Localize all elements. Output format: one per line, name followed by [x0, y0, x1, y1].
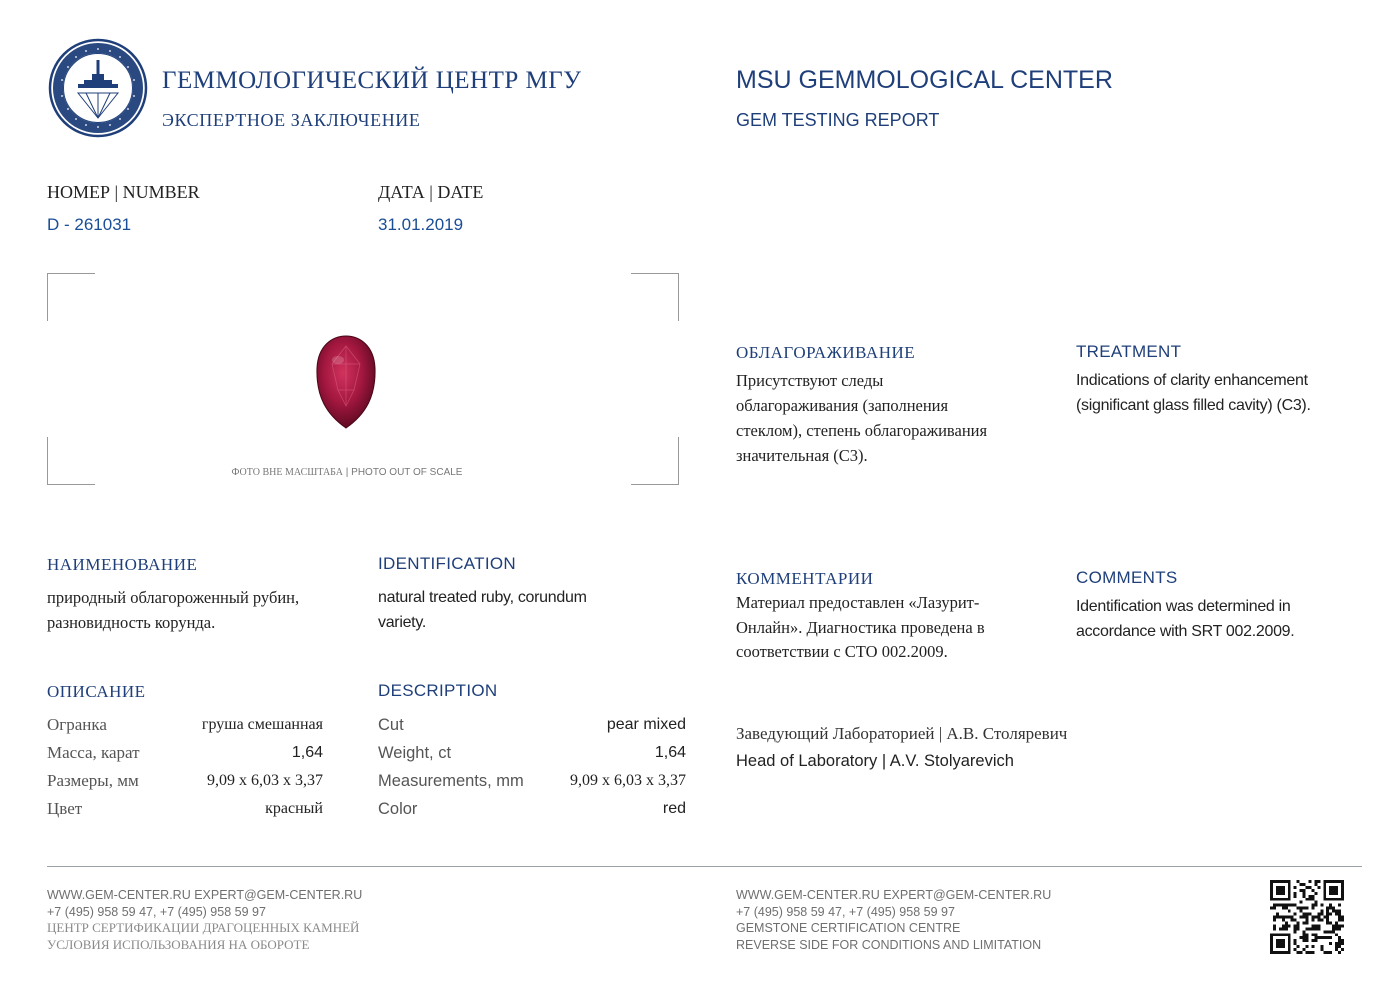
- photo-caption-ru: ФОТО ВНЕ МАСШТАБА: [231, 467, 343, 478]
- treatment-heading-ru: ОБЛАГОРАЖИВАНИЕ: [736, 343, 916, 362]
- footer-left-conditions: УСЛОВИЯ ИСПОЛЬЗОВАНИЯ НА ОБОРОТЕ: [47, 936, 310, 952]
- center-title-ru: ГЕММОЛОГИЧЕСКИЙ ЦЕНТР МГУ: [162, 67, 582, 94]
- footer-left-center: ЦЕНТР СЕРТИФИКАЦИИ ДРАГОЦЕННЫХ КАМНЕЙ: [47, 920, 360, 935]
- number-label: НОМЕР | NUMBER: [47, 182, 200, 202]
- description-row-en: [378, 711, 686, 739]
- center-title-en: MSU GEMMOLOGICAL CENTER: [736, 66, 1113, 94]
- date-label: ДАТА | DATE: [378, 182, 484, 202]
- description-row-en: [378, 795, 686, 823]
- footer-right: [736, 887, 1051, 953]
- footer-divider: [47, 866, 1362, 867]
- photo-caption: [0, 467, 694, 478]
- treatment-text-en: Indications of clarity enhancement (significant glass filled cavity) (C3).: [1076, 372, 1311, 414]
- footer-right-web: WWW.GEM-CENTER.RU EXPERT@GEM-CENTER.RU: [736, 888, 1052, 902]
- description-key: Measurements, mm: [378, 771, 524, 790]
- description-key: Масса, карат: [47, 743, 140, 762]
- description-heading-ru: ОПИСАНИЕ: [47, 682, 146, 701]
- photo-caption-en: PHOTO OUT OF SCALE: [351, 467, 463, 478]
- university-seal-icon: [48, 38, 148, 138]
- footer-left-phones: +7 (495) 958 59 47, +7 (495) 958 59 97: [47, 904, 266, 919]
- description-value: 1,64: [654, 744, 686, 761]
- identification-text-ru: природный облагороженный рубин, разновидность корунда.: [47, 588, 300, 632]
- description-row-ru: [47, 767, 323, 795]
- description-key: Цвет: [47, 799, 83, 818]
- comments-heading-ru: КОММЕНТАРИИ: [736, 569, 874, 588]
- photo-frame-corner-tr: [631, 273, 679, 321]
- treatment-text-ru: Присутствуют следы облагораживания (заполнения стеклом), степень облагораживания значительная (C3).: [736, 371, 988, 465]
- description-value: красный: [265, 800, 323, 817]
- report-date: 31.01.2019: [378, 215, 464, 234]
- description-key: Cut: [378, 715, 404, 734]
- description-row-ru: [47, 739, 323, 767]
- description-value: 1,64: [291, 744, 323, 761]
- qr-code-icon: [1270, 880, 1344, 954]
- identification-heading-en: IDENTIFICATION: [378, 554, 516, 573]
- signature-line-en: Head of Laboratory | A.V. Stolyarevich: [736, 752, 1014, 770]
- description-key: Color: [378, 799, 418, 818]
- description-row-ru: [47, 795, 323, 823]
- report-subtitle-en: GEM TESTING REPORT: [736, 110, 940, 130]
- description-heading-en: DESCRIPTION: [378, 681, 498, 700]
- signature-line-ru: Заведующий Лабораторией | А.В. Столяревич: [736, 724, 1068, 743]
- description-key: Weight, ct: [378, 743, 452, 762]
- footer-right-phones: +7 (495) 958 59 47, +7 (495) 958 59 97: [736, 904, 955, 919]
- photo-frame-corner-tl: [47, 273, 95, 321]
- footer-left-web: WWW.GEM-CENTER.RU EXPERT@GEM-CENTER.RU: [47, 888, 363, 902]
- footer-right-centre: GEMSTONE CERTIFICATION CENTRE: [736, 921, 961, 935]
- description-row-en: [378, 767, 686, 795]
- description-value: 9,09 x 6,03 x 3,37: [207, 772, 323, 789]
- photo-caption-separator: |: [343, 467, 352, 478]
- report-subtitle-ru: ЭКСПЕРТНОЕ ЗАКЛЮЧЕНИЕ: [162, 110, 421, 130]
- description-row-ru: [47, 711, 323, 739]
- comments-text-ru: Материал предоставлен «Лазурит-Онлайн». Диагностика проведена в соответствии с СТО 002.2009.: [736, 593, 985, 661]
- identification-text-en: natural treated ruby, corundum variety.: [378, 589, 587, 631]
- description-key: Размеры, мм: [47, 771, 139, 790]
- description-value: груша смешанная: [201, 716, 323, 733]
- description-row-en: [378, 739, 686, 767]
- identification-heading-ru: НАИМЕНОВАНИЕ: [47, 555, 198, 574]
- footer-left: [47, 887, 362, 953]
- comments-heading-en: COMMENTS: [1076, 568, 1178, 587]
- description-value: red: [662, 800, 686, 817]
- treatment-heading-en: TREATMENT: [1076, 342, 1182, 361]
- description-key: Огранка: [47, 715, 107, 734]
- report-number: D - 261031: [47, 215, 132, 234]
- description-value: pear mixed: [606, 716, 686, 733]
- description-value: 9,09 x 6,03 x 3,37: [570, 772, 686, 789]
- pear-ruby-icon: [314, 334, 378, 430]
- comments-text-en: Identification was determined in accordance with SRT 002.2009.: [1076, 598, 1295, 640]
- footer-right-conditions: REVERSE SIDE FOR CONDITIONS AND LIMITATION: [736, 937, 1042, 952]
